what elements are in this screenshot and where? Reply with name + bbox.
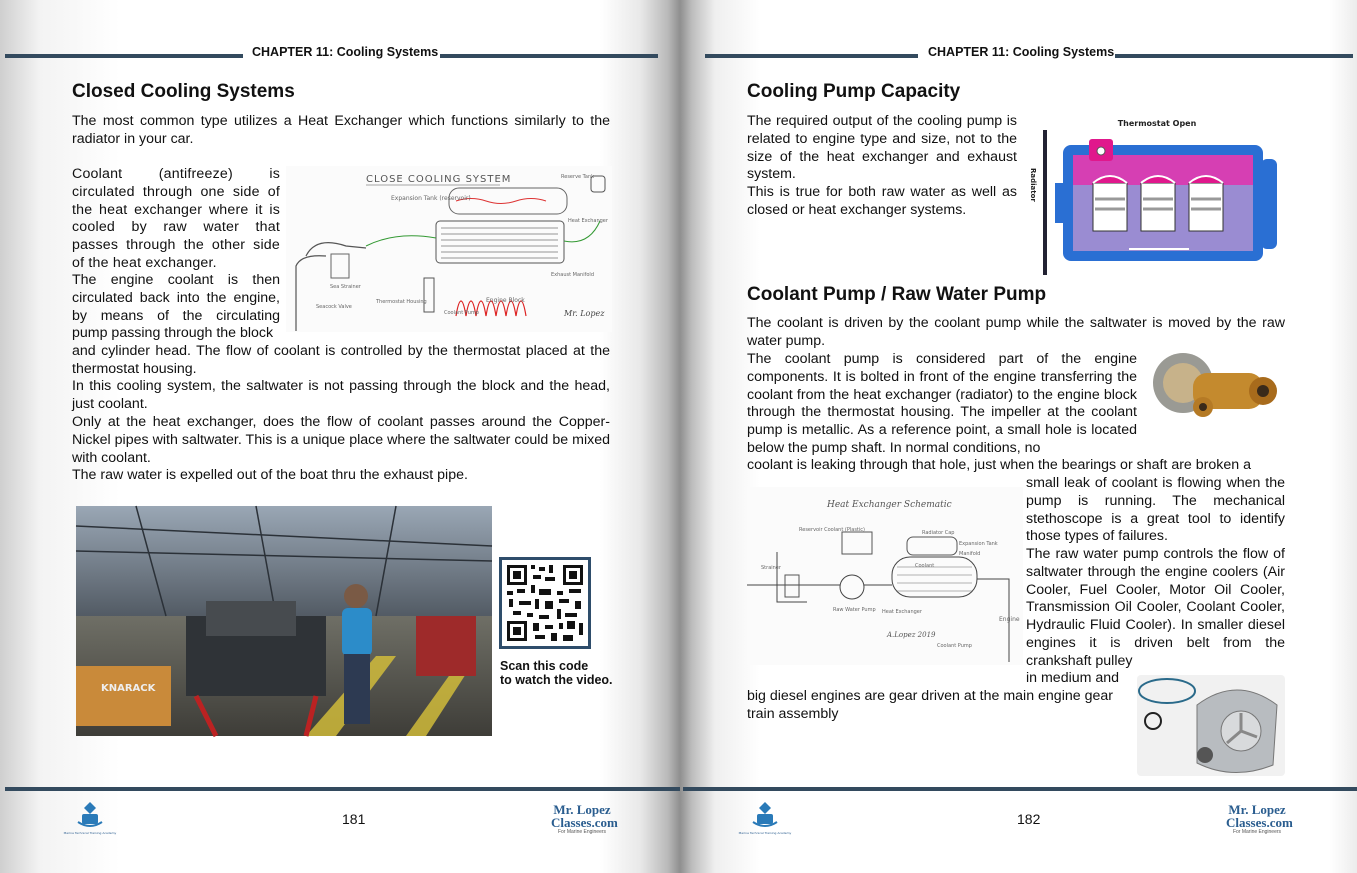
schematic-label: Coolant Pump: [937, 643, 972, 649]
brand-logo: [551, 802, 618, 837]
paragraph: The engine coolant is then circulated back into the engine, by means of the circulating pump passing through the block: [72, 272, 280, 342]
water-pump-photo: [1137, 675, 1285, 776]
qr-caption-line: to watch the video.: [500, 673, 613, 687]
diagram-label: Expansion Tank (reservoir): [391, 195, 471, 202]
right-page: [683, 0, 1357, 873]
paragraph: The required output of the cooling pump is related to engine type and size, not to the size of the heat exchanger and exhaust system.: [747, 113, 1017, 183]
chapter-header: CHAPTER 11: Cooling Systems: [252, 45, 439, 59]
page-number: 181: [342, 811, 366, 827]
section-title: Cooling Pump Capacity: [747, 81, 961, 102]
brand-logo-tagline: For Marine Engineers: [557, 829, 607, 835]
paragraph: Coolant (antifreeze) is circulated through one side of the heat exchanger where it is cooled by raw water that passes through the other side of the heat exchanger.: [72, 166, 280, 271]
brand-logo-line2: Classes.com: [1226, 815, 1293, 830]
school-logo-text: Marine Technical Training Academy: [738, 831, 792, 835]
paragraph: big diesel engines are gear driven at the main engine gear train assembly: [747, 688, 1113, 722]
schematic-label: Raw Water Pump: [833, 607, 876, 613]
paragraph: coolant is leaking through that hole, just when the bearings or shaft are broken a: [747, 457, 1251, 473]
header-rule-right: [1115, 54, 1353, 58]
schematic-label: Heat Exchanger: [882, 609, 922, 615]
thermostat-open-diagram: [1029, 113, 1285, 275]
paragraph: The most common type utilizes a Heat Exchanger which functions similarly to the radiator in your car.: [72, 113, 610, 147]
chapter-header: CHAPTER 11: Cooling Systems: [928, 45, 1115, 59]
qr-caption-line: Scan this code: [500, 659, 589, 673]
diagram-label: Reserve Tank: [561, 174, 595, 180]
diagram-label: Heat Exchanger: [568, 218, 608, 224]
paragraph: Only at the heat exchanger, does the flow of coolant passes around the Copper-Nickel pipes with saltwater. This is a unique place where the saltwater could be mixed with coolant.: [72, 414, 610, 466]
brand-logo: [1226, 802, 1293, 837]
radiator-label: Radiator: [1029, 168, 1037, 202]
schematic-label: Reservoir Coolant (Plastic): [799, 527, 865, 533]
diagram-title: CLOSE COOLING SYSTEM: [366, 174, 512, 185]
brand-logo-tagline: For Marine Engineers: [1232, 829, 1282, 835]
paragraph: The coolant pump is considered part of the engine components. It is bolted in front of the engine transferring the coolant from the heat exchanger (radiator) to the engine block through the thermostat housing. The impeller at the coolant pump is metallic. As a reference point, a small hole is located below the pump shaft. In normal conditions, no: [747, 351, 1137, 456]
brand-logo-line2: Classes.com: [551, 815, 618, 830]
school-logo: [738, 800, 792, 836]
engine-workshop-photo: [76, 506, 492, 736]
diagram-label: Engine Block: [486, 297, 525, 304]
school-logo-text: Marine Technical Training Academy: [63, 831, 117, 835]
schematic-label: Coolant: [915, 563, 935, 569]
schematic-label: Expansion Tank: [959, 541, 998, 547]
schematic-label: Strainer: [761, 565, 781, 571]
diagram-label: Thermostat Housing: [376, 299, 427, 305]
paragraph: small leak of coolant is flowing when the pump is running. The mechanical stethoscope is a great tool to identify those types of failures.: [1026, 475, 1285, 545]
schematic-label: Radiator Cap: [922, 530, 955, 536]
photo-brand: KNARACK: [101, 683, 156, 694]
schematic-label: Manifold: [959, 551, 981, 557]
paragraph: and cylinder head. The flow of coolant is controlled by the thermostat placed at the thermostat housing.: [72, 343, 610, 377]
thermostat-title: Thermostat Open: [1117, 119, 1197, 128]
diagram-label: Exhaust Manifold: [551, 272, 594, 278]
qr-caption: [500, 659, 613, 687]
coolant-pump-photo: [1143, 343, 1285, 428]
brand-logo-line1: Mr. Lopez: [1228, 802, 1286, 817]
diagram-label: Seacock Valve: [316, 304, 352, 310]
diagram-label: Coolant Pump: [444, 310, 479, 316]
qr-code[interactable]: [499, 557, 591, 649]
schematic-signature: A.Lopez 2019: [887, 631, 936, 639]
brand-logo-line1: Mr. Lopez: [553, 802, 611, 817]
closed-cooling-diagram: [286, 166, 612, 332]
schematic-label: Engine: [999, 616, 1020, 623]
school-logo: [63, 800, 117, 836]
header-rule-left: [5, 54, 243, 58]
schematic-title: Heat Exchanger Schematic: [827, 500, 952, 510]
paragraph: This is true for both raw water as well as closed or heat exchanger systems.: [747, 184, 1017, 218]
header-rule-right: [440, 54, 658, 58]
paragraph: The coolant is driven by the coolant pump while the saltwater is moved by the raw water pump.: [747, 315, 1285, 349]
paragraph: In this cooling system, the saltwater is not passing through the block and the head, just coolant.: [72, 378, 610, 412]
section-title: Closed Cooling Systems: [72, 81, 295, 102]
page-number: 182: [1017, 811, 1041, 827]
footer-rule: [5, 787, 680, 791]
paragraph: The raw water pump controls the flow of saltwater through the engine coolers (Air Cooler, Fuel Cooler, Motor Oil Cooler, Transmission Oil Cooler, Coolant Cooler, Hydraulic Fluid Cooler). In smaller diesel engines it is driven belt from the crankshaft pulley: [1026, 546, 1285, 669]
diagram-label: Sea Strainer: [330, 284, 361, 290]
diagram-signature: Mr. Lopez: [564, 309, 605, 318]
paragraph: The raw water is expelled out of the boat thru the exhaust pipe.: [72, 467, 468, 483]
heat-exchanger-schematic: [747, 487, 1023, 665]
section-title: Coolant Pump / Raw Water Pump: [747, 284, 1047, 305]
footer-rule: [683, 787, 1357, 791]
header-rule-left: [705, 54, 918, 58]
paragraph: in medium and: [1026, 670, 1120, 686]
